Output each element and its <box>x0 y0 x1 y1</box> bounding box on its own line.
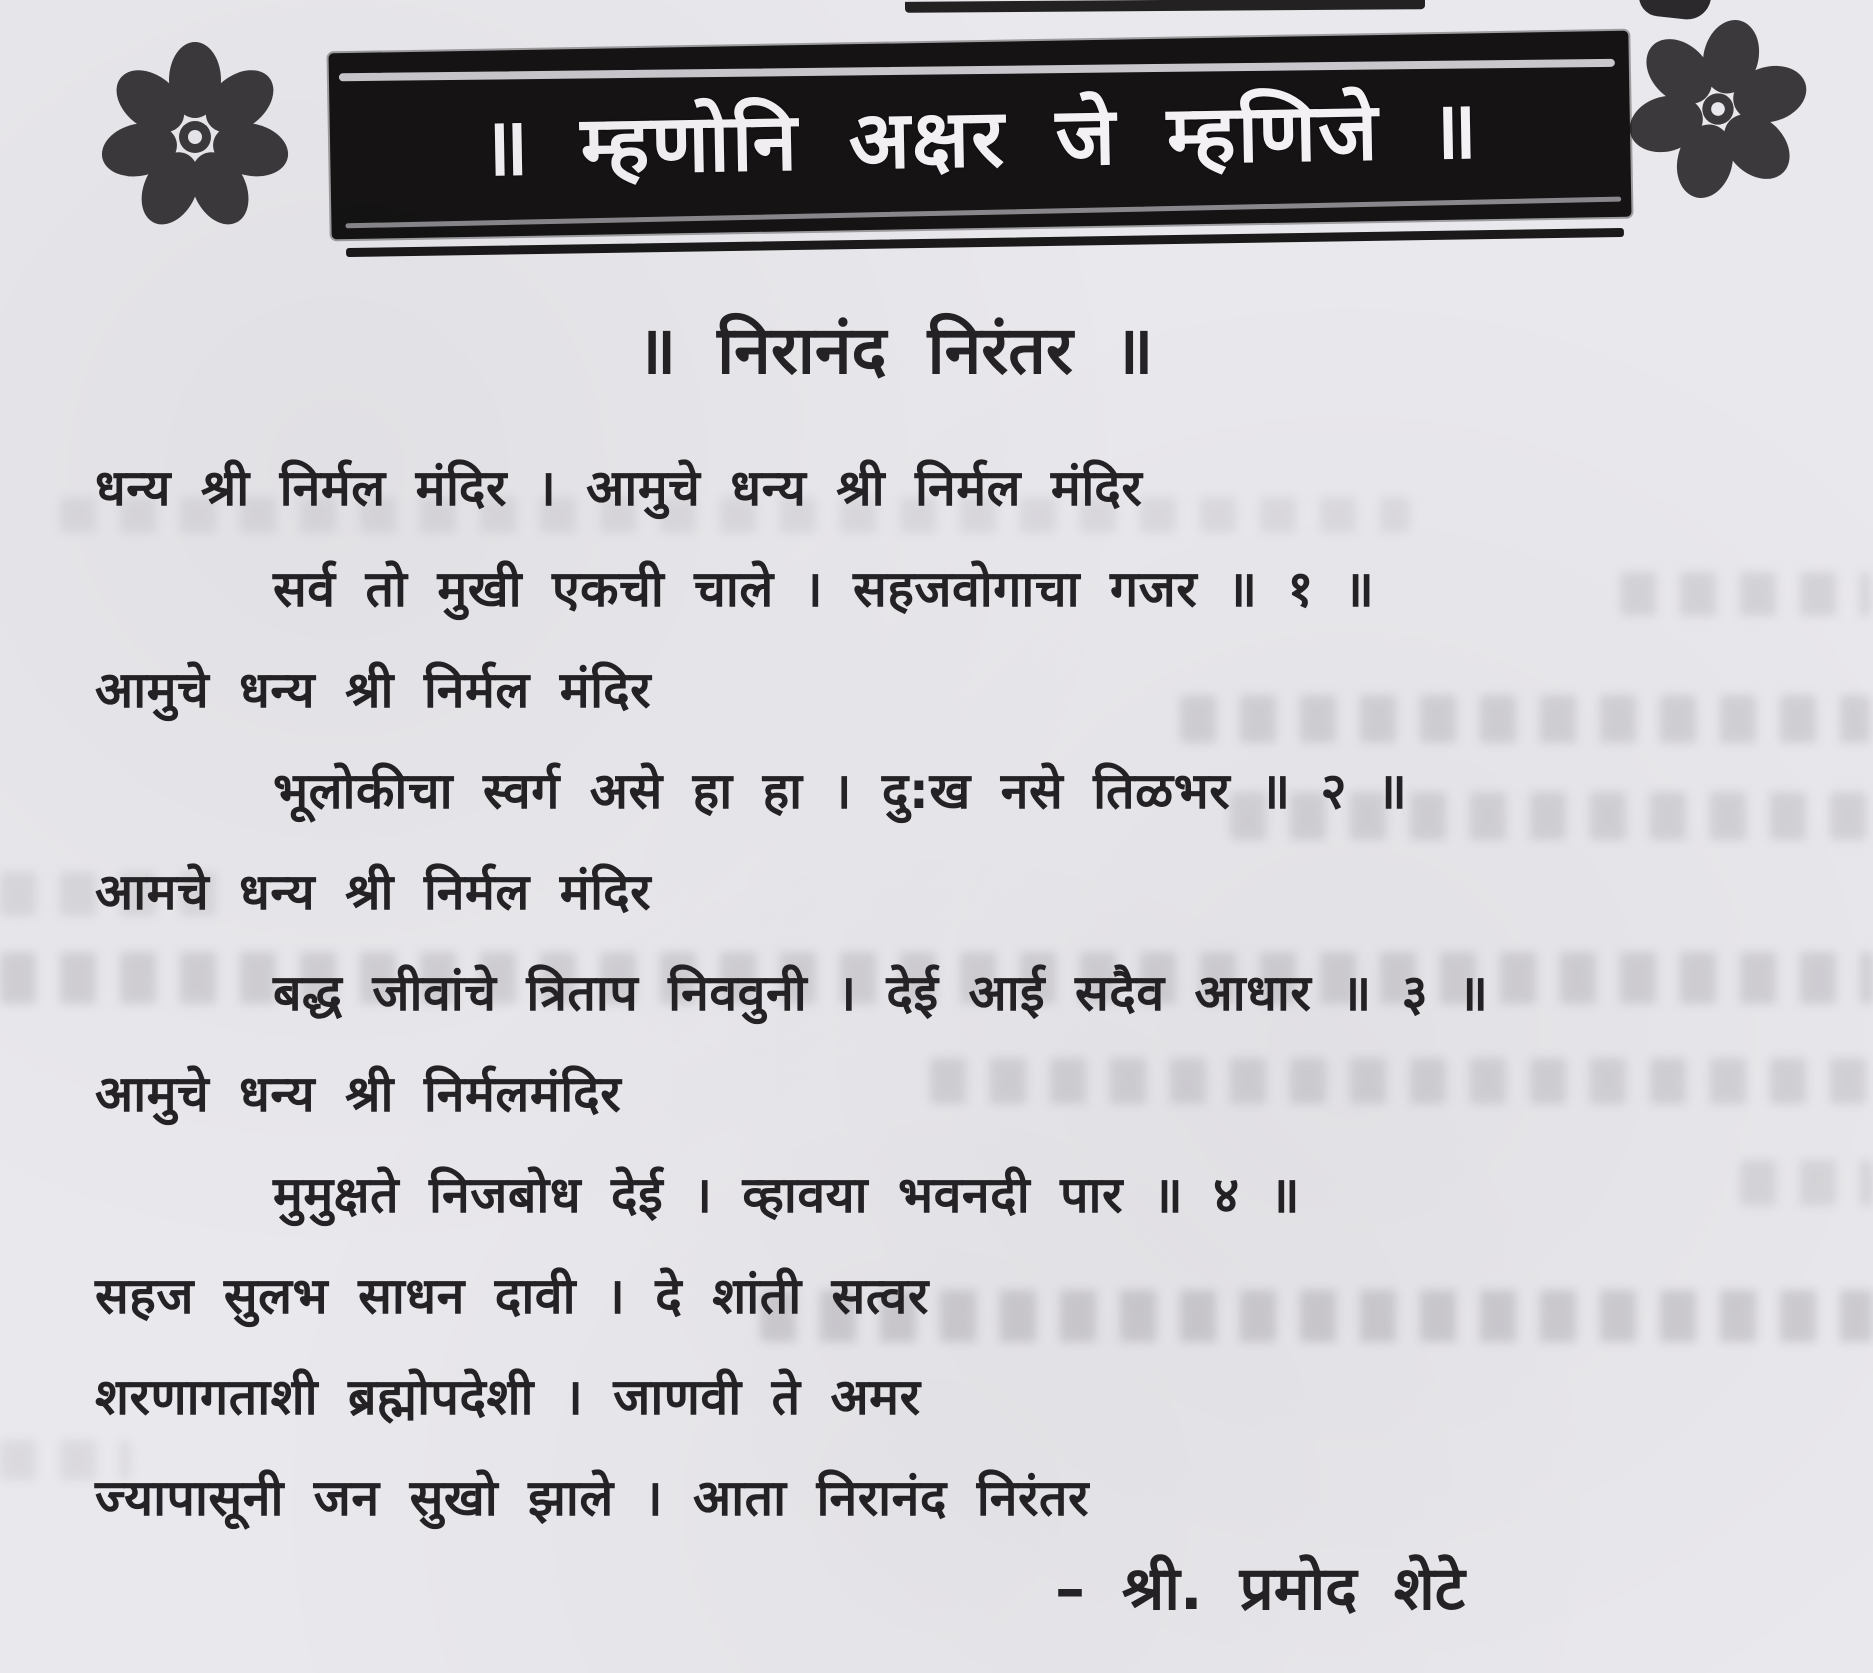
flower-ornament-icon <box>93 42 297 232</box>
poem-line: मुमुक्षते निजबोध देई । व्हावया भवनदी पार ॥ ४ ॥ <box>273 1166 1301 1224</box>
poem-body <box>95 438 1855 1549</box>
poem-line: आमुचे धन्य श्री निर्मल मंदिर <box>95 661 652 719</box>
poem-line: शरणागताशी ब्रह्मोपदेशी । जाणवी ते अमर <box>95 1368 921 1426</box>
torn-top-ink-mark <box>905 0 1425 13</box>
poem-line: सहज सुलभ साधन दावी । दे शांती सत्वर <box>95 1267 929 1325</box>
poem-line: आमुचे धन्य श्री निर्मलमंदिर <box>95 1065 622 1123</box>
poem-line: बद्ध जीवांचे त्रिताप निववुनी । देई आई सदैव आधार ॥ ३ ॥ <box>273 964 1489 1022</box>
header-banner-text: ॥ म्हणोनि अक्षर जे म्हणिजे ॥ <box>480 82 1481 194</box>
poem-line: भूलोकीचा स्वर्ग असे हा हा । दु:ख नसे तिळभर ॥ २ ॥ <box>273 762 1408 820</box>
poem-line: ज्यापासूनी जन सुखो झाले । आता निरानंद निरंतर <box>95 1469 1089 1527</box>
header-banner <box>328 31 1631 240</box>
author-signature: – श्री. प्रमोद शेटे <box>1055 1554 1465 1624</box>
poem-line: सर्व तो मुखी एकची चाले । सहजवोगाचा गजर ॥ १ ॥ <box>273 560 1375 618</box>
poem-line: आमचे धन्य श्री निर्मल मंदिर <box>95 863 652 921</box>
song-title: ॥ निरानंद निरंतर ॥ <box>636 312 1154 389</box>
poem-line: धन्य श्री निर्मल मंदिर । आमुचे धन्य श्री निर्मल मंदिर <box>95 459 1143 517</box>
flower-ornament-icon <box>1600 0 1835 223</box>
